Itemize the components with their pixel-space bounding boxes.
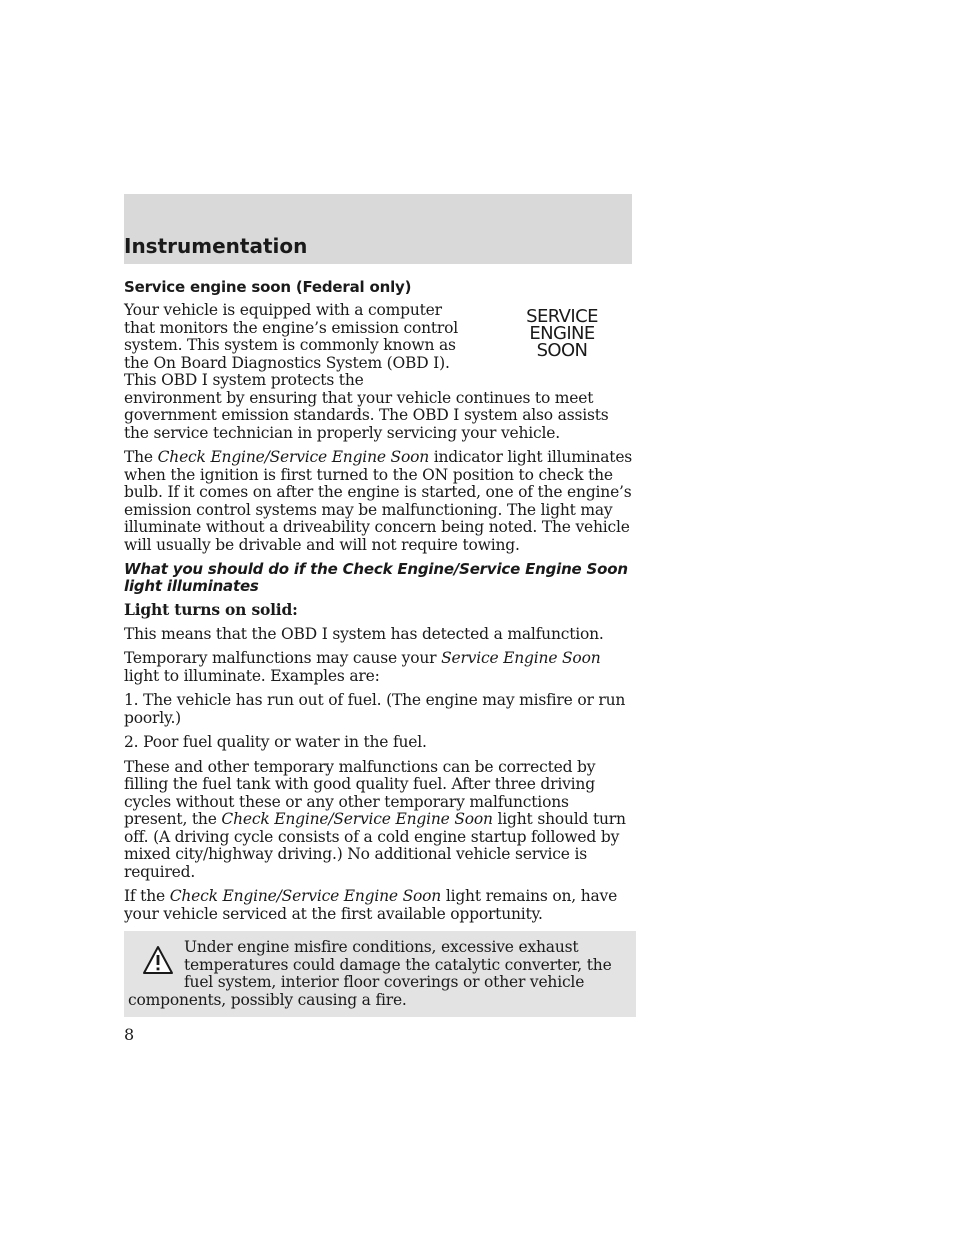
text-segment: If the [124,887,170,905]
icon-line-engine: ENGINE [529,323,595,344]
italic-term: Service Engine Soon [441,649,601,667]
text-segment: indicator light illuminates when the ignition is first turned to the ON position to check the bulb. If it comes on after the engine is started, one of the engine’s emission control systems may be malfunctioning. The light may illuminate without a driveability concern being noted. The vehicle will usually be drivable and will not require towing. [124,448,633,554]
page-number: 8 [124,1025,135,1044]
paragraph-remains-on [124,888,636,923]
paragraph-correction [124,759,636,882]
paragraph-temporary [124,650,636,685]
icon-line-soon: SOON [536,340,588,361]
paragraph-obd-intro: Your vehicle is equipped with a computer that monitors the engine’s emission control system. This system is commonly known as the On Board Diagnostics System (OBD I). This OBD I system protects the environment by ensuring that your vehicle continues to meet government emission standards. The OBD I system also assists the service technician in properly servicing your vehicle. [124,301,609,442]
service-engine-soon-icon [500,308,624,359]
text-segment: light should turn off. (A driving cycle consists of a cold engine startup followed by mixed city/highway driving.) No additional vehicle service is required. [124,810,626,881]
warning-triangle-icon [142,945,174,975]
text-segment: light to illuminate. Examples are: [124,666,380,685]
italic-term: Check Engine/Service Engine Soon [169,887,442,905]
text-segment: These and other temporary malfunctions can be corrected by filling the fuel tank with good quality fuel. After three driving cycles without these or any other temporary malfunctions present, the [124,757,596,828]
italic-term: Check Engine/Service Engine Soon [157,448,430,466]
icon-line-service: SERVICE [526,306,598,327]
icon-container [466,302,636,386]
warning-text: Under engine misfire conditions, excessive exhaust temperatures could damage the catalytic converter, the fuel system, interior floor coverings or other vehicle components, possibly causing a fire. [128,938,612,1009]
heading-light-solid: Light turns on solid: [124,600,298,619]
page-content [124,278,636,1017]
text-segment: Temporary malfunctions may cause your [124,649,442,667]
text-segment: The [124,448,158,466]
text-segment: light remains on, have your vehicle serviced at the first available opportunity. [124,887,618,923]
italic-term: Check Engine/Service Engine Soon [221,810,493,828]
heading-service-engine-soon: Service engine soon (Federal only) [124,278,412,296]
section-title: Instrumentation [124,234,308,258]
subheading-what-to-do: What you should do if the Check Engine/Service Engine Soon light illuminates [124,560,628,595]
list-item-2: 2. Poor fuel quality or water in the fuel. [124,733,427,751]
paragraph-malfunction: This means that the OBD I system has detected a malfunction. [124,624,604,643]
list-item-1: 1. The vehicle has run out of fuel. (The engine may misfire or run poorly.) [124,691,626,727]
warning-box [124,931,636,1017]
paragraph-indicator [124,449,636,554]
